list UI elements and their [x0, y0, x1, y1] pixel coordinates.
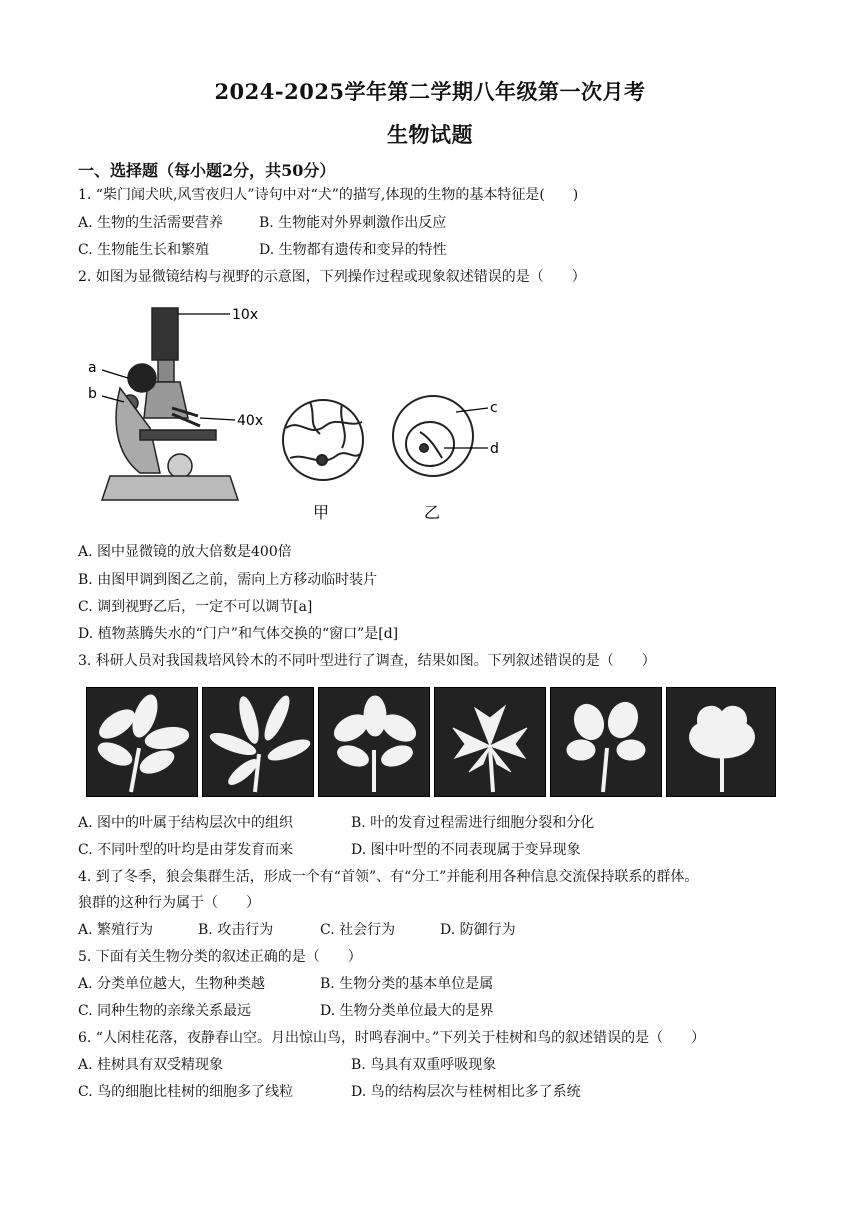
q5-option-c: C. 同种生物的亲缘关系最远 [78, 1003, 252, 1019]
q2-option-a: A. 图中显微镜的放大倍数是400倍 [78, 544, 292, 560]
q5-option-d: D. 生物分类单位最大的是界 [320, 1003, 494, 1019]
q3-option-b: B. 叶的发育过程需进行细胞分裂和分化 [351, 815, 595, 831]
q1-option-b: B. 生物能对外界刺激作出反应 [259, 215, 447, 231]
q1-option-a: A. 生物的生活需要营养 [78, 215, 224, 231]
q2-option-d: D. 植物蒸腾失水的“门户”和气体交换的“窗口”是[d] [78, 626, 399, 642]
leaf-photo-1 [86, 687, 198, 797]
label-d: d [490, 441, 499, 457]
objective-label: 40x [237, 413, 264, 429]
q6-option-d: D. 鸟的结构层次与桂树相比多了系统 [351, 1084, 581, 1100]
q4-option-b: B. 攻击行为 [198, 922, 274, 938]
q6-option-b: B. 鸟具有双重呼吸现象 [351, 1057, 497, 1073]
q3-option-a: A. 图中的叶属于结构层次中的组织 [78, 815, 294, 831]
exam-subtitle: 生物试题 [387, 122, 473, 147]
question-4-stem-line-1: 4. 到了冬季，狼会集群生活，形成一个有“首领”、有“分工”并能利用各种信息交流保持联系的群体。 [78, 869, 699, 885]
leaf-photo-5 [550, 687, 662, 797]
q5-option-a: A. 分类单位越大，生物种类越 [78, 976, 266, 992]
section-heading: 一、选择题（每小题2分，共50分） [78, 161, 336, 180]
label-b: b [88, 386, 97, 402]
q4-option-d: D. 防御行为 [440, 922, 516, 938]
microscope-figure [80, 298, 520, 526]
q6-option-a: A. 桂树具有双受精现象 [78, 1057, 224, 1073]
q3-option-d: D. 图中叶型的不同表现属于变异现象 [351, 842, 581, 858]
field-of-view-yi [393, 396, 473, 476]
leaf-photo-2 [202, 687, 314, 797]
field-of-view-jia [283, 400, 363, 480]
eyepiece-label: 10x [232, 307, 259, 323]
microscope-illustration [102, 308, 238, 500]
q2-option-b: B. 由图甲调到图乙之前，需向上方移动临时装片 [78, 572, 378, 588]
question-4-stem-line-2: 狼群的这种行为属于（ ） [78, 895, 260, 911]
question-5-stem: 5. 下面有关生物分类的叙述正确的是（ ） [78, 949, 362, 965]
leaf-photo-3 [318, 687, 430, 797]
label-yi: 乙 [424, 503, 441, 522]
q2-option-c: C. 调到视野乙后，一定不可以调节[a] [78, 599, 313, 615]
leaf-photo-4 [434, 687, 546, 797]
q4-option-c: C. 社会行为 [320, 922, 396, 938]
q4-option-a: A. 繁殖行为 [78, 922, 154, 938]
q6-option-c: C. 鸟的细胞比桂树的细胞多了线粒 [78, 1084, 294, 1100]
label-c: c [490, 400, 498, 416]
question-1-stem: 1. “柴门闻犬吠,风雪夜归人”诗句中对“犬”的描写,体现的生物的基本特征是( ) [78, 187, 579, 203]
label-jia: 甲 [313, 503, 330, 522]
leaf-photo-6 [666, 687, 776, 797]
question-2-stem: 2. 如图为显微镜结构与视野的示意图，下列操作过程或现象叙述错误的是（ ） [78, 269, 586, 285]
q1-option-d: D. 生物都有遗传和变异的特性 [259, 242, 447, 258]
exam-title: 2024-2025学年第二学期八年级第一次月考 [214, 79, 646, 104]
q5-option-b: B. 生物分类的基本单位是属 [320, 976, 494, 992]
question-6-stem: 6. “人闲桂花落，夜静春山空。月出惊山鸟，时鸣春涧中。”下列关于桂树和鸟的叙述错误的是（ ） [78, 1030, 706, 1046]
q3-option-c: C. 不同叶型的叶均是由芽发育而来 [78, 842, 294, 858]
label-a: a [88, 360, 97, 376]
question-3-stem: 3. 科研人员对我国栽培风铃木的不同叶型进行了调查，结果如图。下列叙述错误的是（ ） [78, 653, 656, 669]
q1-option-c: C. 生物能生长和繁殖 [78, 242, 210, 258]
